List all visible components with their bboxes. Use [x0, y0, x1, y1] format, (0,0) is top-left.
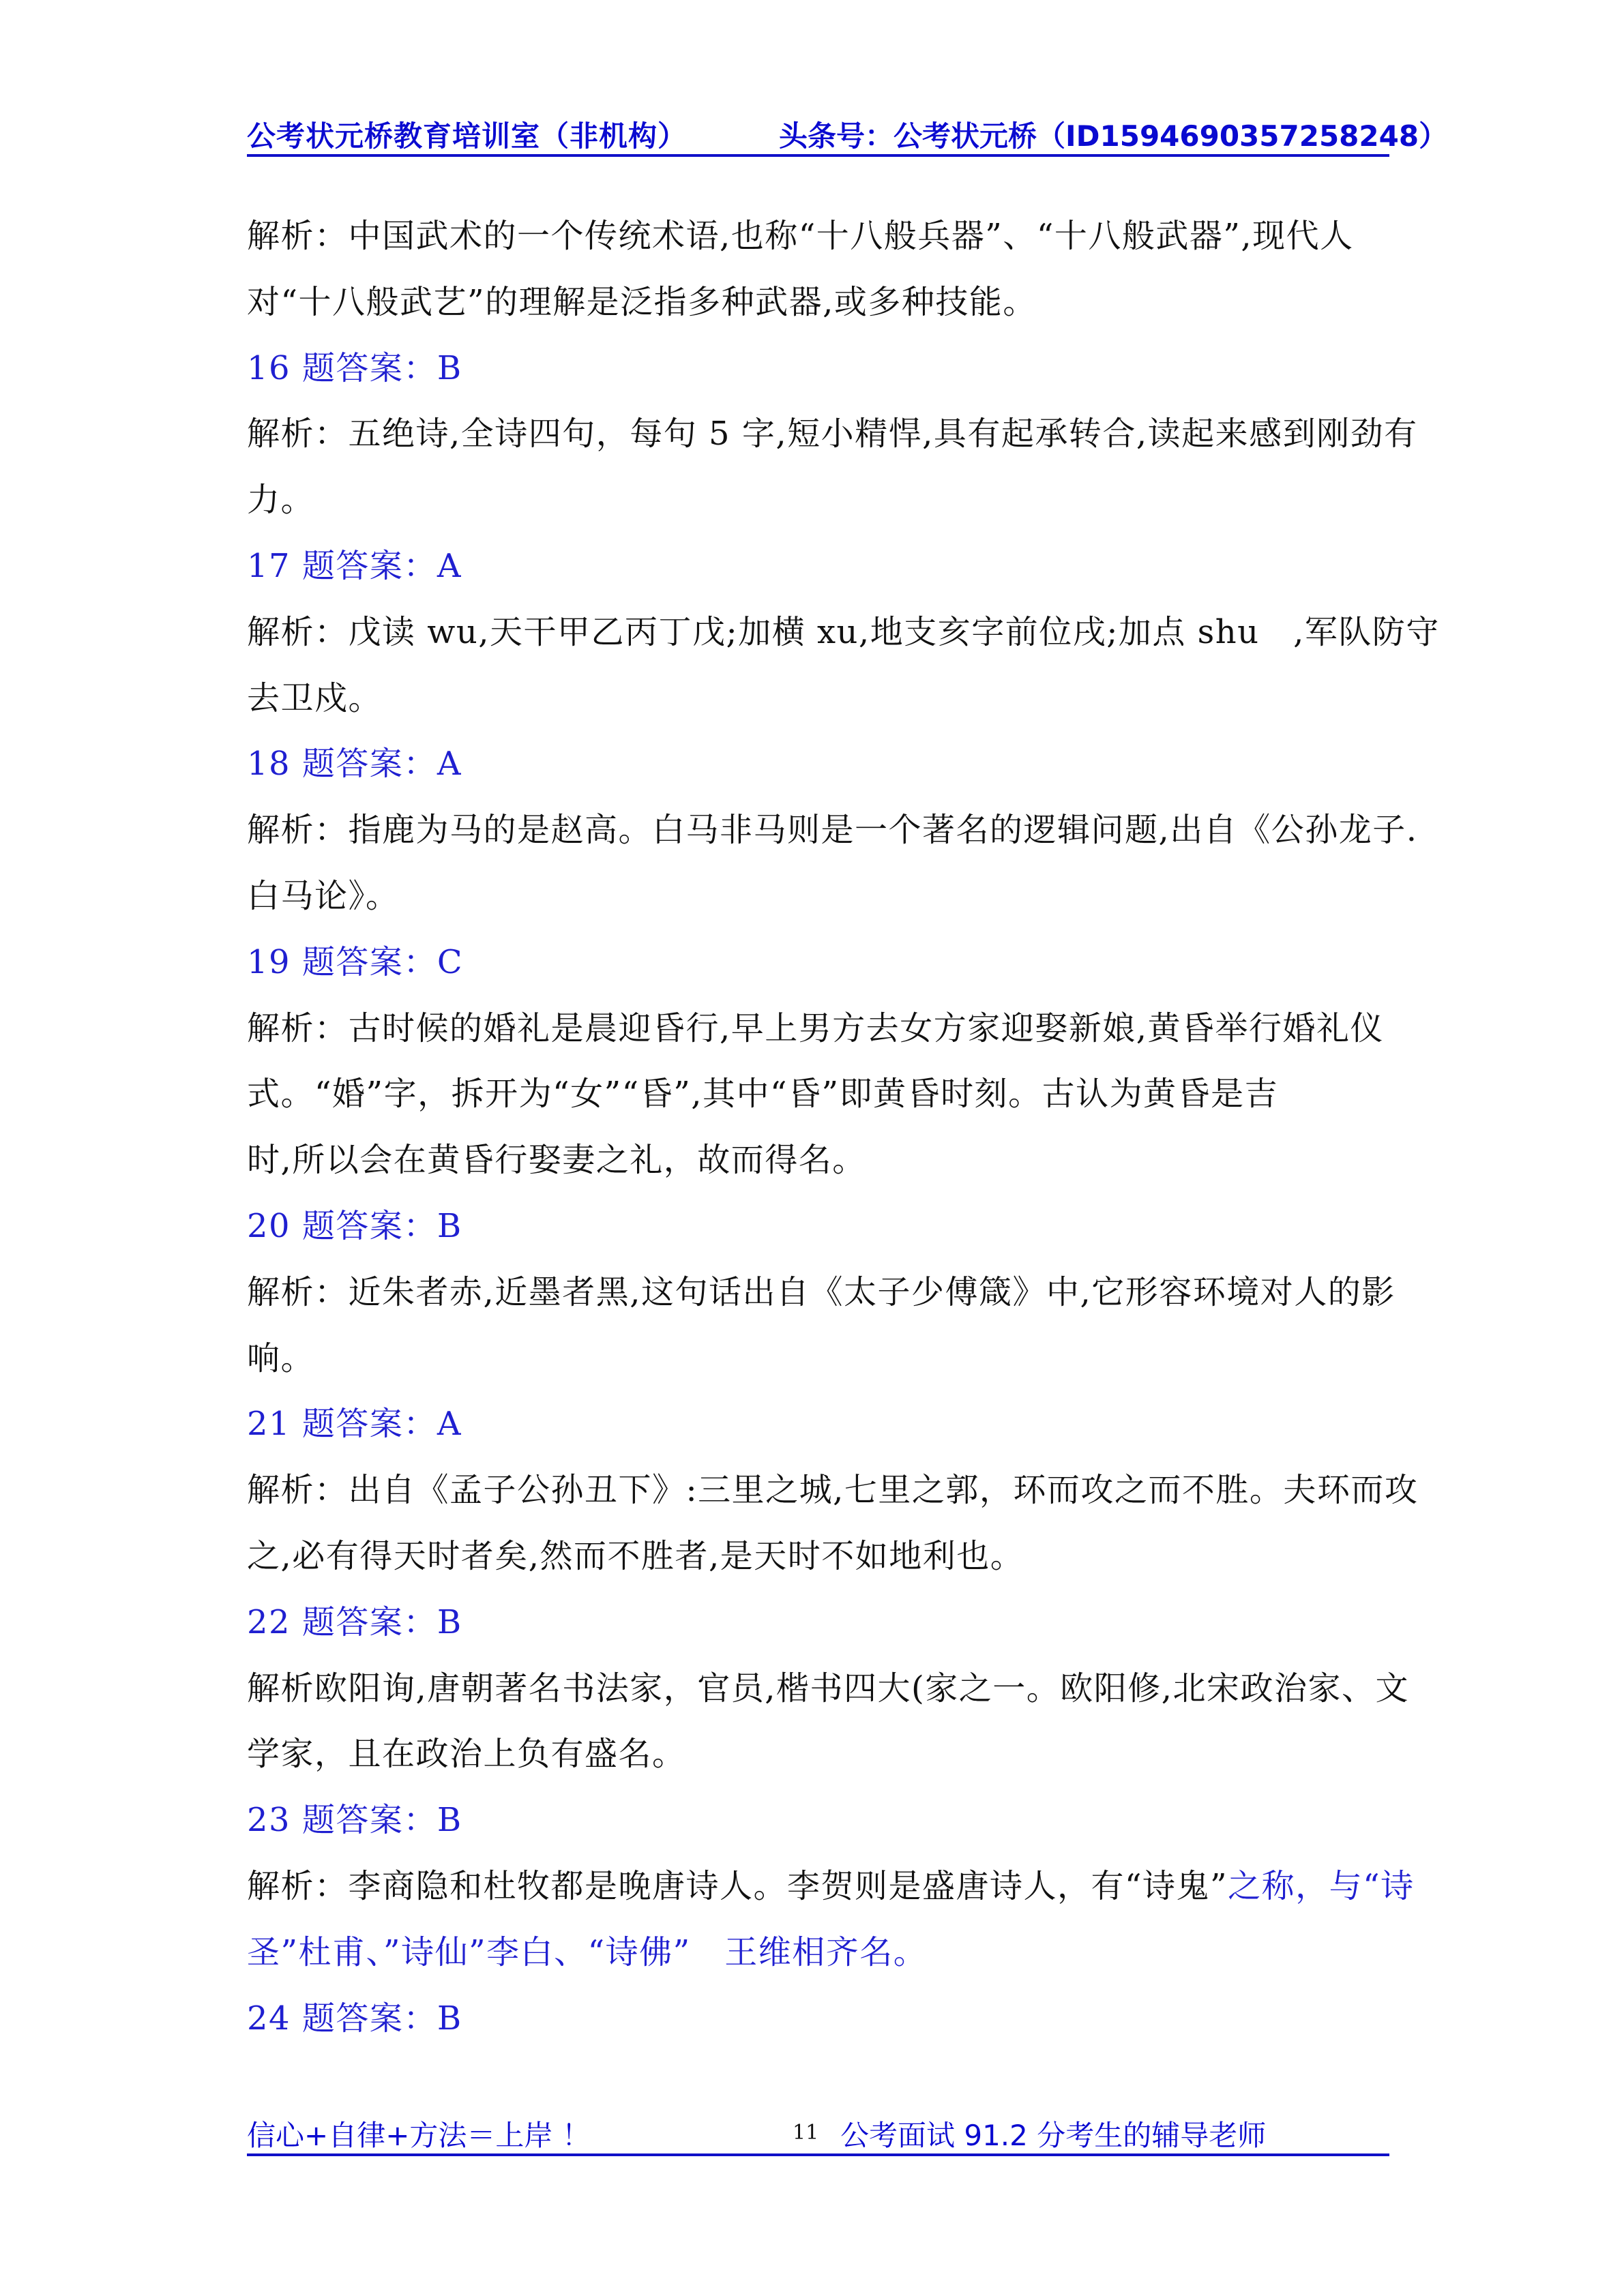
explanation-line: 时,所以会在黄昏行娶妻之礼，故而得名。 — [247, 1141, 866, 1180]
explanation-line: 之,必有得天时者矣,然而不胜者,是天时不如地利也。 — [247, 1536, 1024, 1575]
explanation-segment-black: 解析：李商隐和杜牧都是晚唐诗人。李贺则是盛唐诗人，有“诗鬼” — [247, 1866, 1228, 1905]
explanation-line-mixed — [247, 1853, 1415, 1920]
explanation-line: 式。“婚”字，拆开为“女”“昏”,其中“昏”即黄昏时刻。古认为黄昏是吉 — [247, 1075, 1279, 1114]
footer-slogan: 信心+自律+方法＝上岸 ！ — [247, 2119, 591, 2152]
explanation-line: 去卫戍。 — [247, 679, 383, 717]
answer-heading-23: 23 题答案：B — [247, 1801, 462, 1840]
answer-heading-22: 22 题答案：B — [247, 1602, 462, 1641]
explanation-line: 力。 — [247, 481, 315, 520]
answer-explanations — [247, 203, 1440, 2051]
answer-heading-24: 24 题答案：B — [247, 1999, 462, 2038]
answer-heading-20: 20 题答案：B — [247, 1206, 462, 1245]
page-footer — [247, 2119, 1389, 2156]
answer-heading-16: 16 题答案：B — [247, 348, 462, 387]
answer-heading-17: 17 题答案：A — [247, 546, 462, 585]
explanation-line: 解析：出自《孟子公孙丑下》:三里之城,七里之郭，环而攻之而不胜。夫环而攻 — [247, 1471, 1419, 1510]
header-toutiao-id: 头条号：公考状元桥（ID1594690357258248） — [779, 119, 1448, 153]
explanation-line: 对“十八般武艺”的理解是泛指多种武器,或多种技能。 — [247, 282, 1037, 321]
page-number: 11 — [793, 2121, 819, 2145]
explanation-line: 响。 — [247, 1339, 315, 1377]
answer-heading-19: 19 题答案：C — [247, 942, 464, 981]
explanation-line: 解析：戊读 wu,天干甲乙丙丁戊;加横 xu,地支亥字前位戌;加点 shu ,军队防守 — [247, 612, 1440, 651]
answer-heading-21: 21 题答案：A — [247, 1405, 462, 1444]
explanation-line: 学家，且在政治上负有盛名。 — [247, 1735, 686, 1774]
explanation-segment-blue: 之称，与“诗 — [1228, 1866, 1415, 1905]
page-header — [247, 119, 1448, 157]
footer-tutor-tagline: 公考面试 91.2 分考生的辅导老师 — [840, 2119, 1267, 2152]
explanation-line: 解析：指鹿为马的是赵高。白马非马则是一个著名的逻辑问题,出自《公孙龙子. — [247, 811, 1418, 850]
header-org-name: 公考状元桥教育培训室（非机构） — [247, 119, 688, 153]
explanation-line: 解析：古时候的婚礼是晨迎昏行,早上男方去女方家迎娶新娘,黄昏举行婚礼仪 — [247, 1009, 1385, 1047]
explanation-line-blue: 圣”杜甫、”诗仙”李白、“诗佛” 王维相齐名。 — [247, 1933, 928, 1971]
answer-heading-18: 18 题答案：A — [247, 745, 462, 784]
explanation-line: 白马论》。 — [247, 876, 400, 915]
explanation-line: 解析：五绝诗,全诗四句，每句 5 字,短小精悍,具有起承转合,读起来感到刚劲有 — [247, 415, 1418, 453]
explanation-line: 解析：近朱者赤,近墨者黑,这句话出自《太子少傅箴》中,它形容环境对人的影 — [247, 1272, 1396, 1311]
explanation-line: 解析：中国武术的一个传统术语,也称“十八般兵器”、“十八般武器”,现代人 — [247, 217, 1354, 255]
explanation-line: 解析欧阳询,唐朝著名书法家，官员,楷书四大(家之一。欧阳修,北宋政治家、文 — [247, 1669, 1410, 1708]
